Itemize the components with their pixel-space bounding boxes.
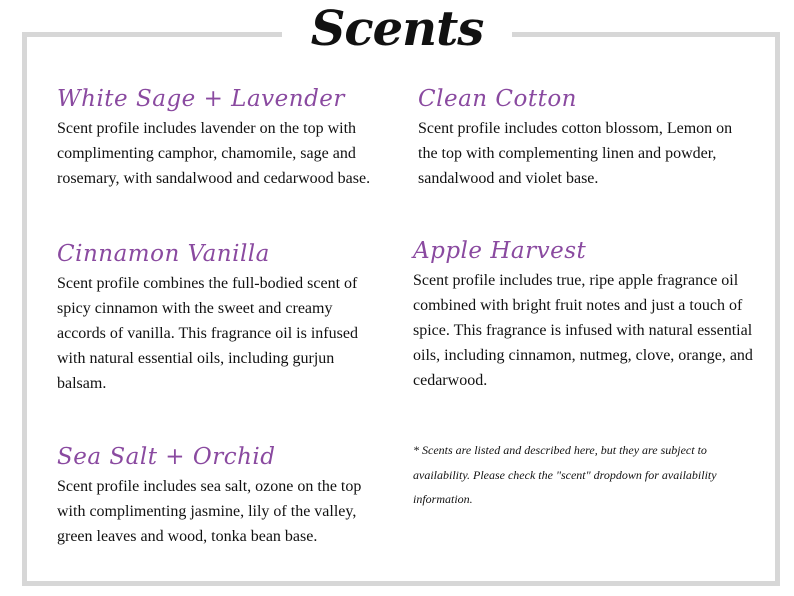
scent-white-sage-lavender xyxy=(57,84,387,191)
scent-cinnamon-vanilla xyxy=(57,239,367,396)
scent-name: Cinnamon Vanilla xyxy=(57,241,270,267)
scent-apple-harvest xyxy=(413,236,753,393)
scent-description: Scent profile includes cotton blossom, Lemon on the top with complementing linen and powder, sandalwood and violet base. xyxy=(418,120,733,187)
scent-description: Scent profile includes true, ripe apple fragrance oil combined with bright fruit notes and just a touch of spice. This fragrance is infused with natural essential oils, including cinnamon, nutmeg, clove, orange, and cedarwood. xyxy=(413,272,753,389)
scent-clean-cotton xyxy=(418,84,748,191)
scent-sea-salt-orchid xyxy=(57,442,377,549)
scent-name: Apple Harvest xyxy=(413,238,587,264)
scent-description: Scent profile includes lavender on the top with complimenting camphor, chamomile, sage and rosemary, with sandalwood and cedarwood base. xyxy=(57,120,371,187)
scent-name: Sea Salt + Orchid xyxy=(57,444,276,470)
scent-name: Clean Cotton xyxy=(418,86,577,112)
scent-description: Scent profile combines the full-bodied scent of spicy cinnamon with the sweet and creamy accords of vanilla. This fragrance oil is infused with natural essential oils, including gurjun balsam. xyxy=(57,275,358,392)
scent-name: White Sage + Lavender xyxy=(57,86,345,112)
scent-description: Scent profile includes sea salt, ozone on the top with complimenting jasmine, lily of the valley, green leaves and wood, tonka bean base. xyxy=(57,478,362,545)
availability-note: * Scents are listed and described here, but they are subject to availability. Please check the "scent" dropdown for availability information. xyxy=(413,443,717,506)
page-title: Scents xyxy=(282,0,512,62)
